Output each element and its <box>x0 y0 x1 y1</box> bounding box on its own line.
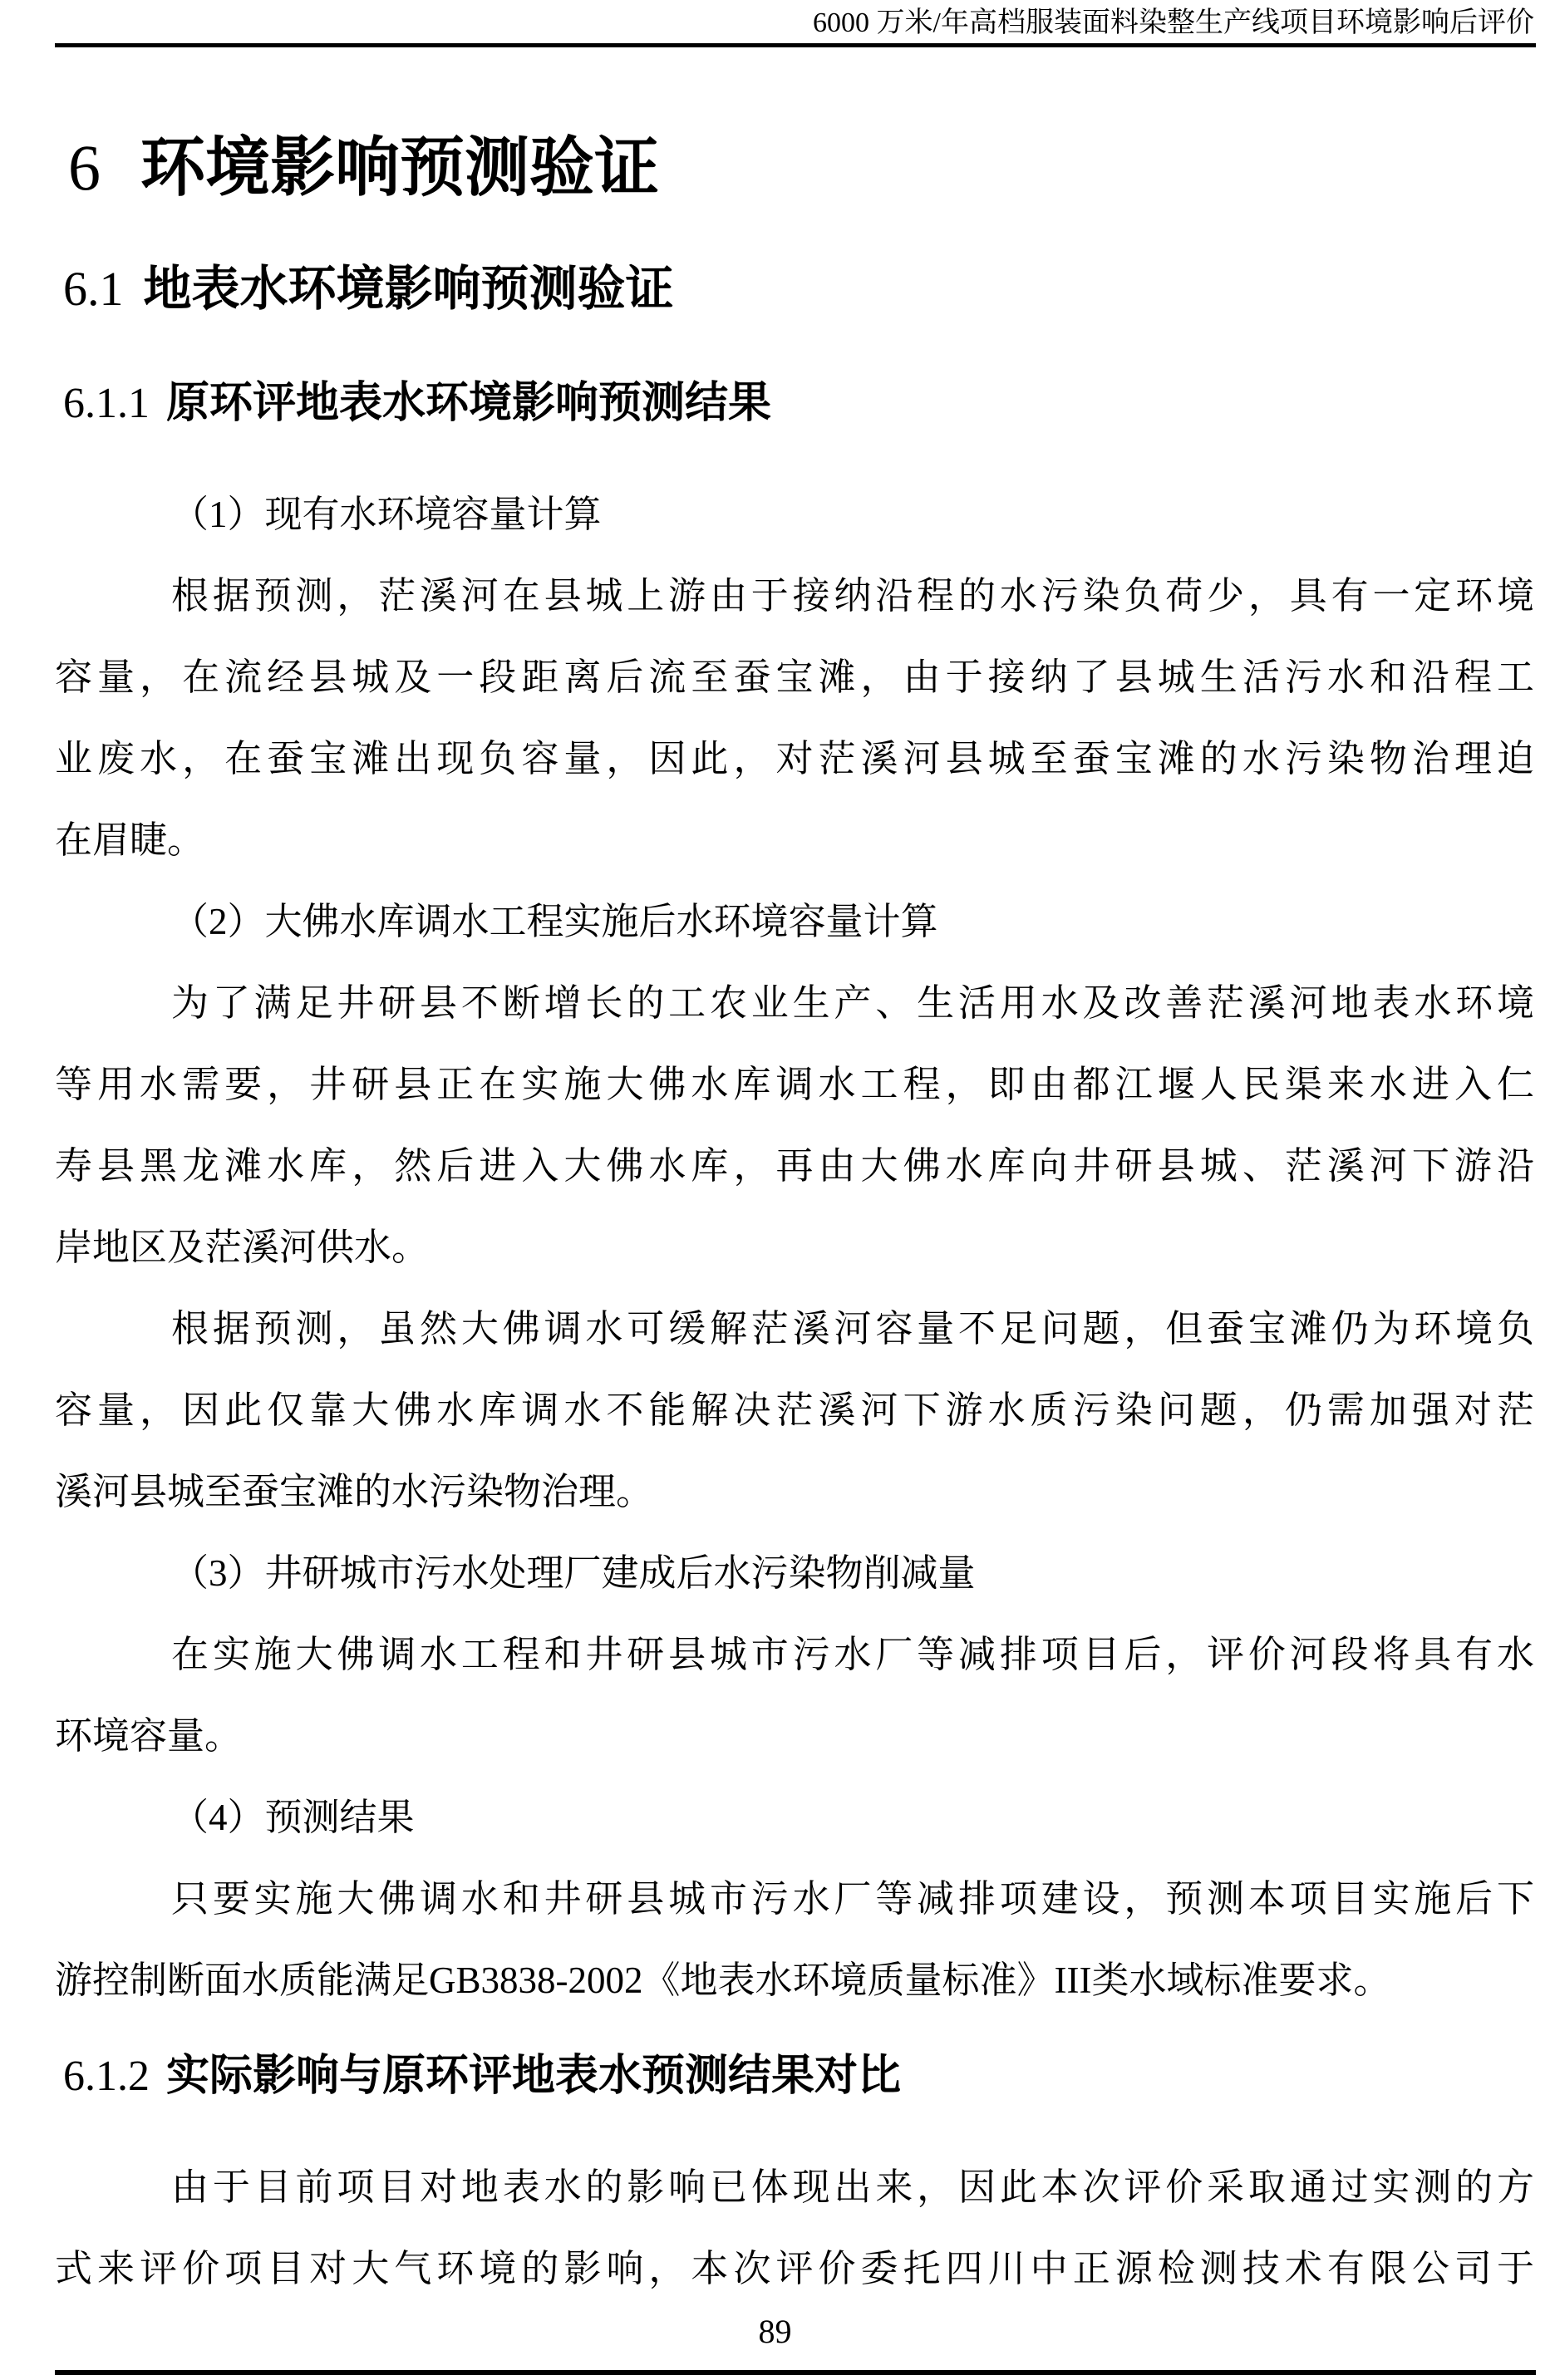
paragraph-line: 在实施大佛调水工程和井研县城市污水厂等减排项目后，评价河段将具有水 <box>171 1634 1534 1675</box>
heading-text: 实际影响与原环评地表水预测结果对比 <box>166 2052 902 2100</box>
paragraph-line: （1）现有水环境容量计算 <box>171 494 602 535</box>
paragraph-line: 根据预测，虽然大佛调水可缓解茫溪河容量不足问题，但蚕宝滩仍为环境负 <box>171 1308 1534 1350</box>
heading-number: 6.1.1 <box>63 380 150 427</box>
section-heading-6-1 <box>63 254 1534 324</box>
paragraph-line: （2）大佛水库调水工程实施后水环境容量计算 <box>171 901 938 942</box>
paragraph-line: （4）预测结果 <box>171 1797 415 1838</box>
paragraph-line: （3）井研城市污水处理厂建成后水污染物削减量 <box>171 1552 976 1594</box>
paragraph-line: 容量，因此仅靠大佛水库调水不能解决茫溪河下游水质污染问题，仍需加强对茫 <box>55 1389 1534 1431</box>
heading-text: 环境影响预测验证 <box>140 130 660 204</box>
heading-text: 原环评地表水环境影响预测结果 <box>166 379 772 427</box>
paragraph-line: 寿县黑龙滩水库，然后进入大佛水库，再由大佛水库向井研县城、茫溪河下游沿 <box>55 1145 1534 1187</box>
paragraph-line: 溪河县城至蚕宝滩的水污染物治理。 <box>55 1471 654 1512</box>
paragraph-line: 式来评价项目对大气环境的影响，本次评价委托四川中正源检测技术有限公司于 <box>55 2248 1534 2289</box>
paragraph-line: 在眉睫。 <box>55 819 205 861</box>
footer-rule <box>55 2370 1536 2375</box>
heading-number: 6 <box>68 131 101 204</box>
paragraph-line: 等用水需要，井研县正在实施大佛水库调水工程，即由都江堰人民渠来水进入仁 <box>55 1064 1534 1105</box>
header-rule <box>55 43 1536 47</box>
paragraph-line: 只要实施大佛调水和井研县城市污水厂等减排项建设，预测本项目实施后下 <box>171 1878 1534 1920</box>
paragraph-line: 环境容量。 <box>55 1715 243 1757</box>
paragraph-line: 由于目前项目对地表水的影响已体现出来，因此本次评价采取通过实测的方 <box>171 2166 1534 2208</box>
document-body <box>55 100 1534 2309</box>
page-number: 89 <box>758 2313 792 2350</box>
heading-number: 6.1.2 <box>63 2053 150 2100</box>
paragraph-line: 业废水，在蚕宝滩出现负容量，因此，对茫溪河县城至蚕宝滩的水污染物治理迫 <box>55 738 1534 779</box>
heading-text: 地表水环境影响预测验证 <box>143 262 674 316</box>
paragraph-line: 根据预测，茫溪河在县城上游由于接纳沿程的水污染负荷少，具有一定环境 <box>171 575 1534 617</box>
chapter-heading-6 <box>68 121 1534 214</box>
paragraph-line: 容量，在流经县城及一段距离后流至蚕宝滩，由于接纳了县城生活污水和沿程工 <box>55 656 1534 698</box>
subsection-heading-6-1-2 <box>63 2043 1534 2109</box>
page-header-title: 6000 万米/年高档服装面料染整生产线项目环境影响后评价 <box>813 7 1534 38</box>
paragraph-line: 游控制断面水质能满足GB3838-2002《地表水环境质量标准》III类水域标准要求。 <box>55 1960 1391 2001</box>
heading-number: 6.1 <box>63 262 124 316</box>
paragraph-line: 岸地区及茫溪河供水。 <box>55 1227 430 1268</box>
subsection-heading-6-1-1 <box>63 371 1534 436</box>
paragraph-line: 为了满足井研县不断增长的工农业生产、生活用水及改善茫溪河地表水环境 <box>171 982 1534 1024</box>
